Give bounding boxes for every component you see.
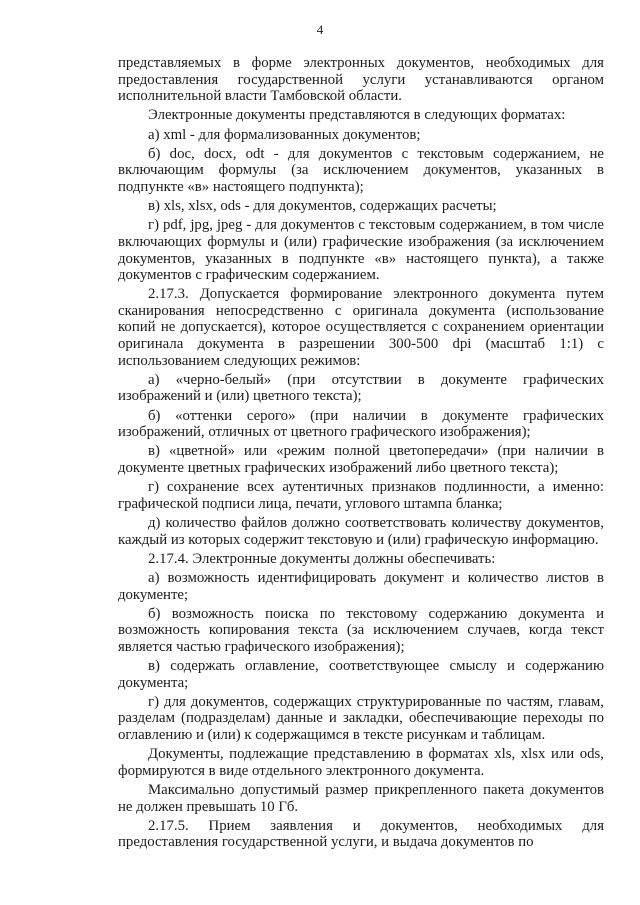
document-body (118, 55, 604, 854)
paragraph: г) для документов, содержащих структурированные по частям, главам, разделам (подразделам) данные и закладки, обеспечивающие переходы по оглавлению и (или) к содержащимся в тексте рисункам и таблицам. (118, 693, 604, 744)
paragraph: а) возможность идентифицировать документ и количество листов в документе; (118, 569, 604, 603)
paragraph: Документы, подлежащие представлению в форматах xls, xlsx или ods, формируются в виде отдельного электронного документа. (118, 746, 604, 779)
paragraph: б) возможность поиска по текстовому содержанию документа и возможность копирования текста (за исключением случаев, когда текст является частью графического изображения); (118, 605, 604, 655)
paragraph: г) сохранение всех аутентичных признаков подлинности, а именно: графической подписи лица, печати, углового штампа бланка; (118, 479, 604, 512)
paragraph: 2.17.3. Допускается формирование электронного документа путем сканирования непосредственно с оригинала документа (использование копий не допускается), которое осуществляется с сохранением ориентации оригинала документа в разрешении 300-500 dpi (масштаб 1:1) с использованием следующих режимов: (118, 286, 604, 369)
paragraph: г) pdf, jpg, jpeg - для документов с текстовым содержанием, в том числе включающих формулы и (или) графические изображения (за исключением документов, указанных в подпункте «в» настоящего пункта), а также документов с графическим содержанием. (118, 217, 604, 284)
paragraph: а) «черно-белый» (при отсутствии в документе графических изображений и (или) цветного текста); (118, 371, 604, 405)
paragraph: 2.17.5. Прием заявления и документов, необходимых для предоставления государственной услуги, и выдача документов по (118, 817, 604, 851)
paragraph: в) «цветной» или «режим полной цветопередачи» (при наличии в документе цветных графических изображений либо цветного текста); (118, 443, 604, 476)
paragraph: Максимально допустимый размер прикрепленного пакета документов не должен превышать 10 Гб. (118, 782, 604, 815)
paragraph: а) xml - для формализованных документов; (148, 126, 421, 143)
paragraph: б) doc, docx, odt - для документов с текстовым содержанием, не включающим формулы (за исключением документов, указанных в подпункте «в» настоящего подпункта); (118, 145, 604, 195)
paragraph: Электронные документы представляются в следующих форматах: (148, 107, 566, 124)
paragraph: б) «оттенки серого» (при наличии в документе графических изображений, отличных от цветного графического изображения); (118, 407, 604, 441)
paragraph: в) xls, xlsx, ods - для документов, содержащих расчеты; (148, 198, 497, 215)
paragraph: представляемых в форме электронных документов, необходимых для предоставления государственной услуги устанавливаются органом исполнительной власти Тамбовской области. (118, 55, 604, 105)
paragraph: в) содержать оглавление, соответствующее смыслу и содержанию документа; (118, 658, 604, 691)
paragraph: д) количество файлов должно соответствовать количеству документов, каждый из которых содержит текстовую и (или) графическую информацию. (118, 514, 604, 548)
paragraph: 2.17.4. Электронные документы должны обеспечивать: (148, 550, 496, 567)
page-number: 4 (316, 22, 324, 37)
